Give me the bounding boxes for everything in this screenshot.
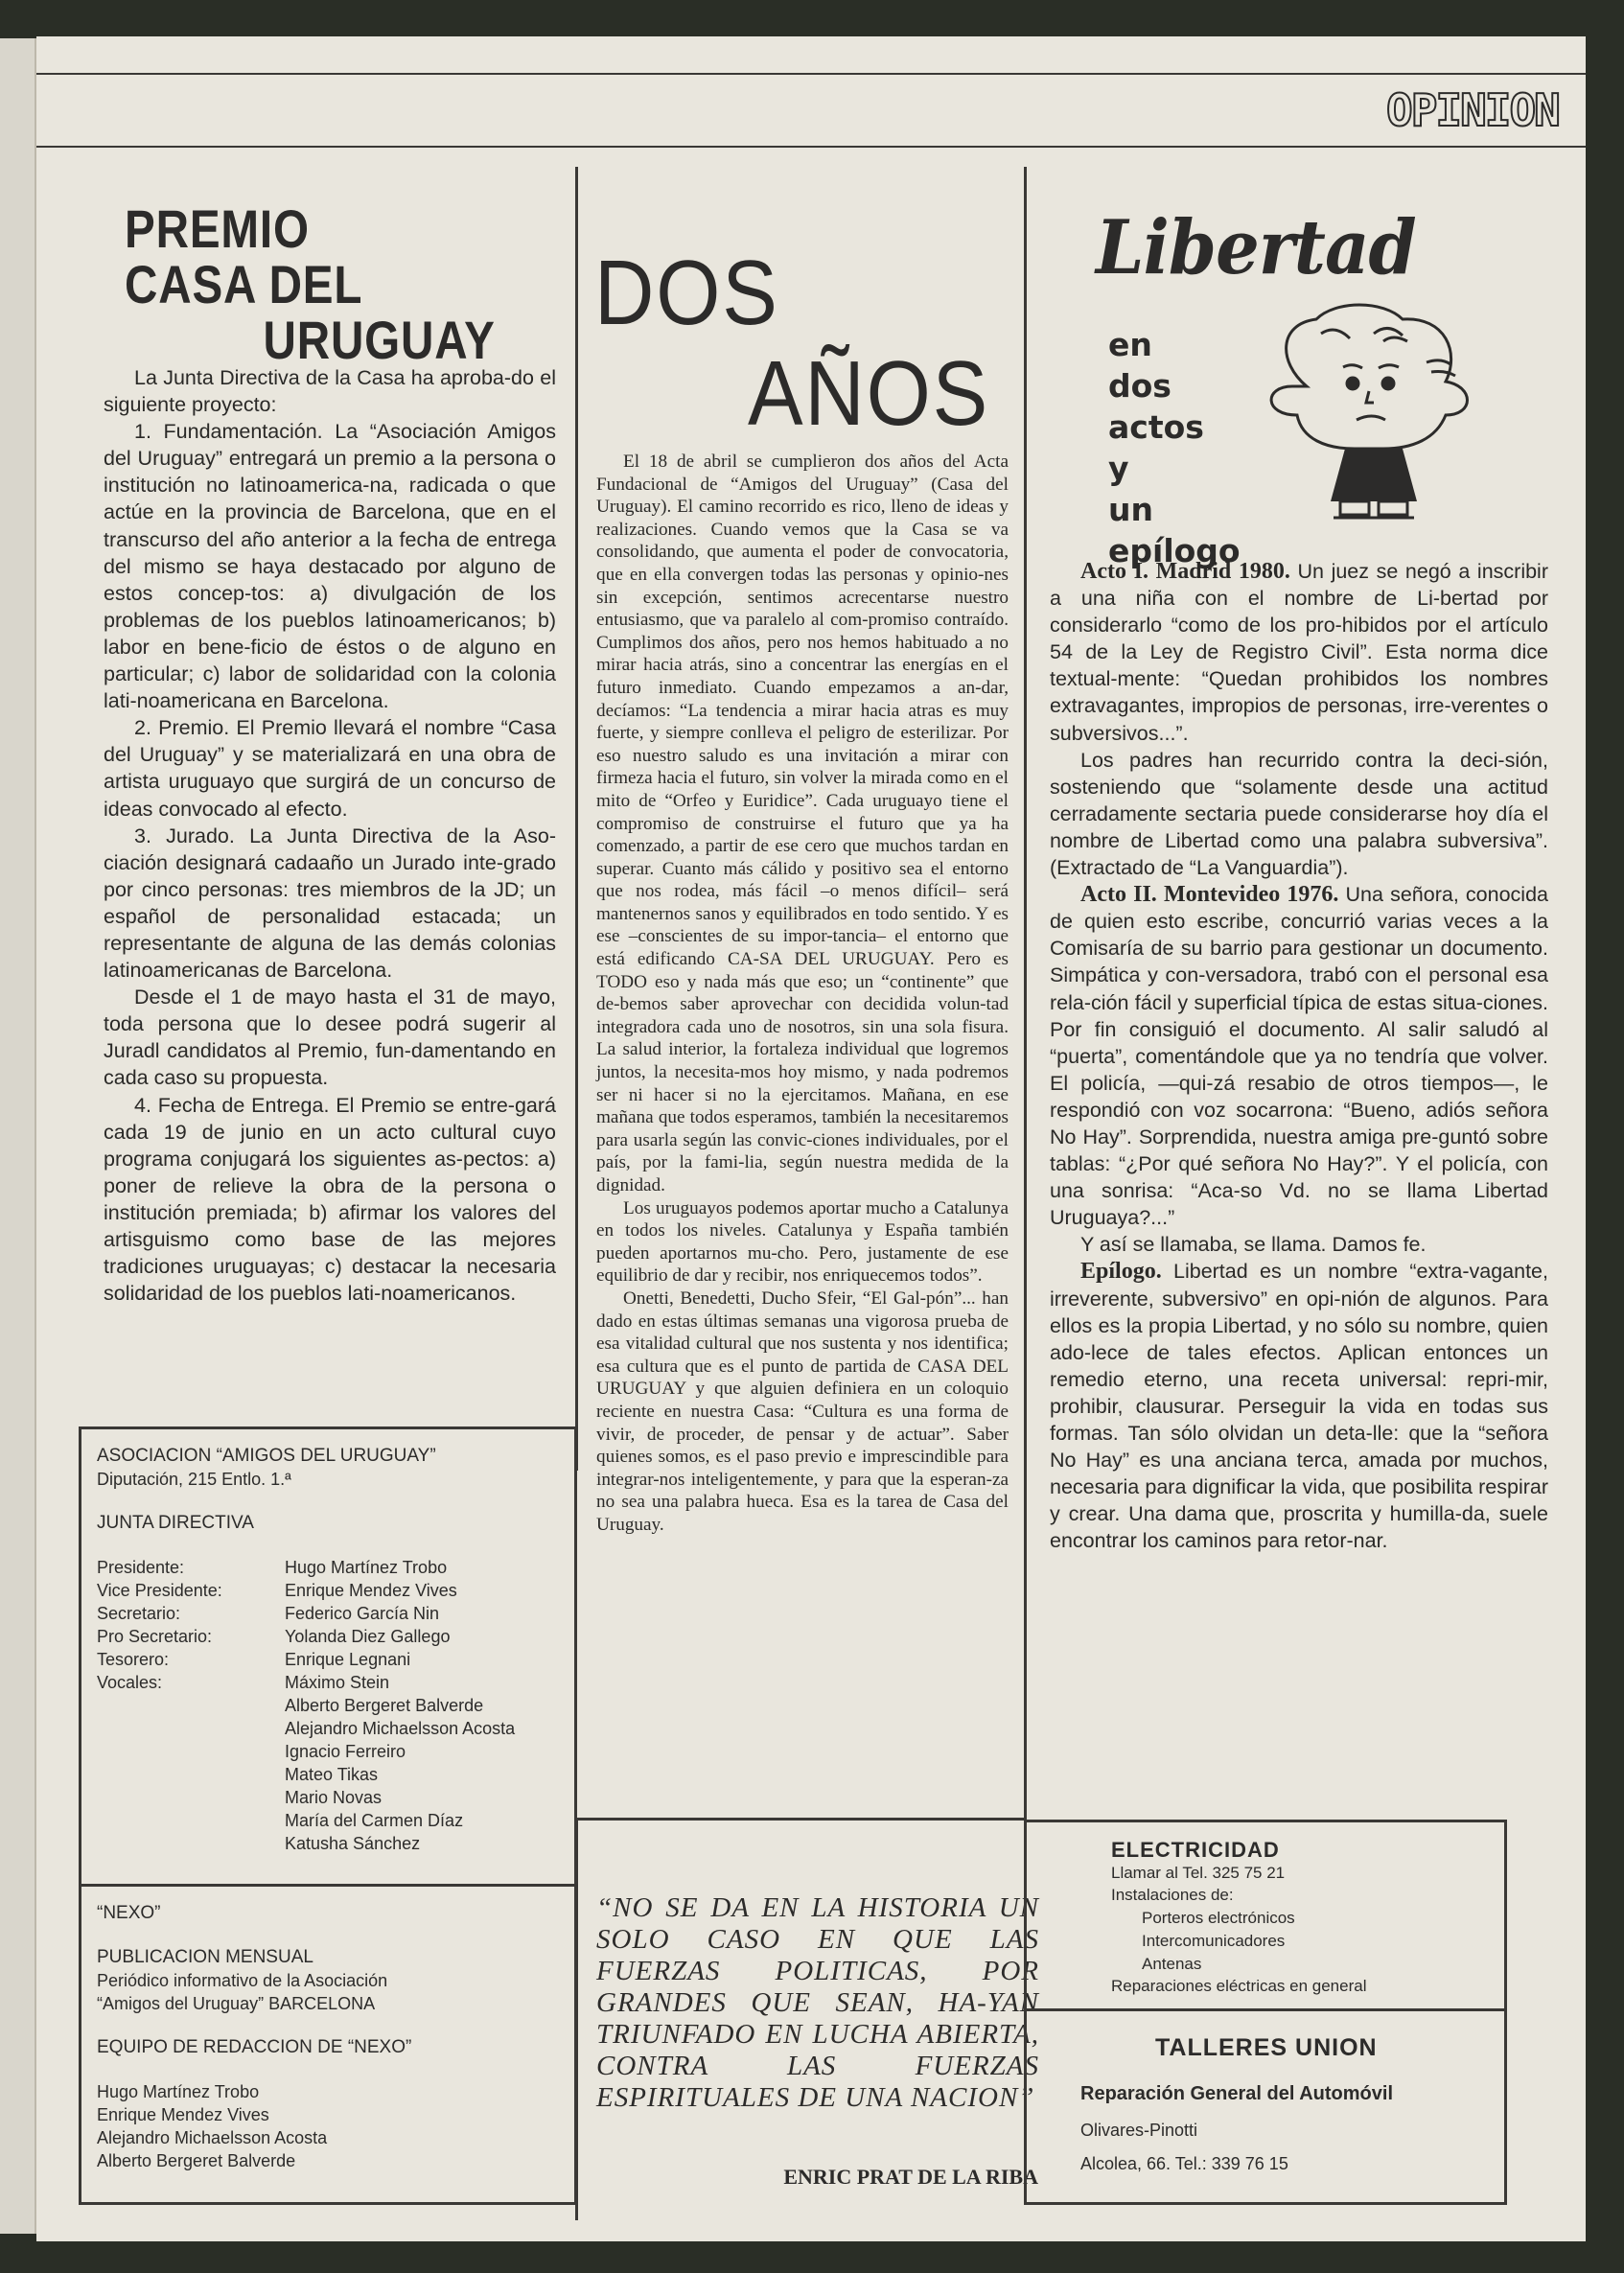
board-row [97,1648,559,1671]
team-member: Alejandro Michaelsson Acosta [97,2128,328,2147]
nexo-title: “NEXO” [97,1903,161,1923]
board-member: Ignacio Ferreiro [285,1742,406,1761]
board-role: Presidente: [97,1558,185,1577]
board-row [97,1763,559,1786]
subtitle-line: y [1108,450,1129,487]
board-member: Enrique Legnani [285,1650,411,1669]
libertad-title: Libertad [1096,204,1416,291]
act-text: Un juez se negó a inscribir a una niña con el nombre de Li-bertad por considerarlo “como de los pro-hibidos por el artículo 54 de la Ley de Registro Civil”. Esta norma dice textual-mente: “Quedan prohibidos los nombres extravagantes, impropios de personas, irre-verentes o subversivos...”. [1050,560,1548,745]
electricidad-ad [1024,1820,1507,2011]
board-member: Alejandro Michaelsson Acosta [285,1719,516,1738]
subtitle-line: dos [1108,367,1172,405]
paragraph [1050,747,1548,881]
act-lead: Epílogo. [1080,1259,1162,1285]
ad-item: Porteros electrónicos [1142,1909,1295,1927]
paragraph: 1. Fundamentación. La “Asociación Amigos del Uruguay” entregará un premio a la persona o institución no latinoamerica-na, radicada o que actúe en la provincia de Barcelona, que en el transcurso del año anterior a la fecha de entrega del mismo se haya destacado por alguno de estos concep-tos: a) divulgación de los problemas de los pueblos latinoamericanos; b) labor en bene-ficio de éstos o de alguno en particular; c) labor de solidaridad con la colonia lati-noamericana en Barcelona. [104,420,556,713]
ad-item: Intercomunicadores [1142,1932,1286,1950]
act-text: Una señora, conocida de quien esto escribe, concurrió varias veces a la Comisaría de su barrio para gestionar un documento. Simpática y con-versadora, trabó con el personal esa rela-ción fácil y superficial típica de estas situa-ciones. Por fin consiguió el documento. Al salir saludó al “puerta”, comentándole que ya no tendría que volver. El policía, —qui-zá resabio de otros tiempos—, le respondió con voz socarrona: “Bueno, adiós señora No Hay”. Sorprendida, nuestra amiga pre-guntó sobre tablas: “¿Por qué señora No Hay?”. Y el policía, con una sonrisa: “Aca-so Vd. no se llama Libertad Uruguaya?...” [1050,883,1548,1230]
dos-anos-article [596,451,1009,1537]
nexo-box [79,1884,577,2205]
team-list [97,2080,559,2172]
board-role [97,1809,285,1832]
prat-quote: “NO SE DA EN LA HISTORIA UN SOLO CASO EN QUE LAS FUERZAS POLITICAS, POR GRANDES QUE SEAN, HA-YAN TRIUNFADO EN LUCHA ABIERTA, CONTRA LAS FUERZAS ESPIRITUALES DE UNA NACION” [596,1892,1039,2113]
paragraph [1050,881,1548,1231]
act-lead: Acto I. Madrid 1980. [1080,559,1290,584]
publication-heading: PUBLICACION MENSUAL [97,1947,313,1967]
talleres-union-ad [1024,2008,1507,2205]
board-role [97,1740,285,1763]
paragraph: 2. Premio. El Premio llevará el nombre “Casa del Uruguay” y se materializará en una obra de artista uruguayo que surgirá de un concurso de ideas convocado al efecto. [104,716,556,821]
team-heading: EQUIPO DE REDACCION DE “NEXO” [97,2037,412,2057]
column-divider-left [575,167,578,1471]
association-box [79,1426,577,1887]
libertad-subtitle [1108,324,1241,571]
ad-install-heading: Instalaciones de: [1111,1886,1234,1904]
act-text: Libertad es un nombre “extra-vagante, irreverente, subversivo” en opi-nión de algunos. Para ellos es la propia Libertad, y no sólo su nombre, quien ado-lece de tales efectos. Aplican entonces un remedio eterno, una receta universal: repri-mir, prohibir, clausurar. Perseguir la vida en todas sus formas. Tan sólo olvidan un deta-lle: que la “señora No Hay” es una anciana terca, amada por muchos, necesaria para dignificar la vida, que posibilita respirar y crear. Una dama que, proscrita y humilla-da, suele encontrar los caminos para retor-nar. [1050,1260,1548,1553]
board-row [97,1602,559,1625]
board-row [97,1556,559,1579]
board-row [97,1694,559,1717]
paragraph: Onetti, Benedetti, Ducho Sfeir, “El Gal-pón”... han dado en estas últimas semanas una vigorosa prueba de esa vitalidad cultural que nos sustenta y nos identifica; esa cultura que es el punto de partida de CASA DEL URUGUAY y que alguien definiera en un coloquio reciente en nuestra Casa: “Cultura es una forma de vivir, de proceder, de pensar y de actuar”. Saber quienes somos, es el paso previo e imprescindible para integrar-nos inteligentemente, y para que la esperan-za no sea una palabra hueca. Esa es la tarea de Casa del Uruguay. [596,1287,1009,1535]
header-rule-top [36,73,1586,75]
col2-bottom-rule [575,1818,1026,1821]
ad-title: ELECTRICIDAD [1111,1838,1280,1862]
board-member: Yolanda Diez Gallego [285,1627,451,1646]
act-text: Y así se llamaba, se llama. Damos fe. [1080,1233,1427,1257]
paragraph: El 18 de abril se cumplieron dos años del Acta Fundacional de “Amigos del Uruguay” (Casa del Uruguay). El camino recorrido es rico, lleno de ideas y realizaciones. Cuando vemos que la Casa se va consolidando, que aumenta el poder de convocatoria, que en ella convergen todas las personas y opinio-nes sin excepción, sentimos acrecentarse nuestro entusiasmo, que va paralelo al com-promiso contraído. Cumplimos dos años, pero nos hemos habituado a no mirar hacia atrás, sino a concentrar las energías en el futuro inmediato. Cuando empezamos a an-dar, decíamos: “La tendencia a mirar hacia atras es muy fuerte, y siempre conlleva el peligro de esterilizar. Por eso nuestro saludo es una invitación a mirar con firmeza hacia el futuro, sin volver la mirada como en el mito de “Orfeo y Euridice”. Cada uruguayo tiene el compromiso de construirse el futuro que ya ha comenzado, a partir de ese cero que muchos tardan en superar. Cuanto más cálido y positivo sea el entorno que nos rodea, más fácil –o menos difícil– será mantenernos sanos y equilibrados en todo sentido. Y es ese –conscientes de su impor-tancia– el entorno que está edificando CA-SA DEL URUGUAY. Pero es TODO eso y nada más que eso; un “continente” que de-bemos saber aprovechar con decidida volun-tad integradora cada uno de nosotros, sin una sola fisura. La salud interior, la fortaleza individual que logremos juntos, la necesita-mos hoy mismo, y nada podremos ser ni hacer si no la ejercitamos. Mañana, en ese mañana que todos esperamos, también la necesitaremos para usarla según las convic-ciones individuales, por el país, por la fami-lia, según nuestra medida de la dignidad. [596,452,1009,1195]
board-role [97,1763,285,1786]
newspaper-page [36,36,1586,2241]
anos-title: AÑOS [748,342,990,445]
subtitle-line: actos [1108,408,1204,446]
header-rule-bottom [36,146,1586,148]
board-role: Vocales: [97,1673,163,1692]
board-role: Tesorero: [97,1650,170,1669]
ad-item: Antenas [1142,1955,1202,1973]
board-member: Federico García Nin [285,1604,440,1623]
association-name: ASOCIACION “AMIGOS DEL URUGUAY” [97,1446,436,1466]
publication-line: Periódico informativo de la Asociación [97,1971,388,1990]
team-member: Hugo Martínez Trobo [97,2082,260,2101]
publication-line: “Amigos del Uruguay” BARCELONA [97,1994,376,2013]
subtitle-line: en [1108,326,1152,363]
board-member: Katusha Sánchez [285,1834,421,1853]
board-role [97,1832,285,1855]
subtitle-line: un [1108,491,1153,528]
premio-article [104,364,556,1307]
board-role: Pro Secretario: [97,1627,213,1646]
quote-author: ENRIC PRAT DE LA RIBA [783,2165,1038,2189]
column-divider-right [1024,167,1027,1854]
paragraph: 3. Jurado. La Junta Directiva de la Aso-ciación designará cadaaño un Jurado inte-grado por cinco personas: tres miembros de la JD; un español de personalidad estacada; un representante de alguna de las demás colonias latinoamericanas de Barcelona. [104,823,556,983]
board-role [97,1786,285,1809]
board-member: María del Carmen Díaz [285,1811,464,1830]
section-label: OPINION [1386,84,1559,136]
board-row [97,1809,559,1832]
paragraph: Los uruguayos podemos aportar mucho a Catalunya en todos los niveles. Catalunya y España también pueden aportarnos mu-cho. Pero, justamente de ese equilibrio de dar y recibir, nos enriquecemos todos”. [596,1197,1009,1287]
board-row [97,1717,559,1740]
board-member: Mario Novas [285,1788,383,1807]
ad-address: Alcolea, 66. Tel.: 339 76 15 [1080,2154,1288,2173]
board-row [97,1740,559,1763]
board-heading: JUNTA DIRECTIVA [97,1513,254,1533]
ad-title: TALLERES UNION [1155,2034,1378,2061]
libertad-article [1050,558,1548,1554]
paragraph: 4. Fecha de Entrega. El Premio se entre-gará cada 19 de junio en un acto cultural cuyo programa conjugará los siguientes as-pectos: a) poner de relieve la obra de la persona o institución premiada; b) afirmar los valores del artisguismo como base de las mejores tradiciones uruguayas; c) destacar la necesaria solidaridad de los pueblos lati-noamericanos. [104,1093,556,1306]
act-text: Los padres han recurrido contra la deci-sión, sosteniendo que “solamente desde una actitud cerradamente sectaria puede considerarse hoy día el nombre de Libertad como una palabra subversiva”. (Extractado de “La Vanguardia”). [1050,748,1548,880]
association-address: Diputación, 215 Entlo. 1.ª [97,1470,291,1489]
board-row [97,1579,559,1602]
title-line: CASA DEL [125,254,363,314]
team-member: Enrique Mendez Vives [97,2105,269,2124]
premio-title [125,198,508,370]
board-row [97,1625,559,1648]
paragraph: Desde el 1 de mayo hasta el 31 de mayo, toda persona que lo desee podrá sugerir al Juradl candidatos al Premio, fun-damentando en cada caso su propuesta. [104,986,556,1090]
ad-phone: Llamar al Tel. 325 75 21 [1111,1864,1286,1882]
dos-title: DOS [594,242,779,344]
paragraph [1050,1231,1548,1258]
ad-service: Reparación General del Automóvil [1080,2083,1394,2104]
mafalda-cartoon-illustration [1240,295,1498,535]
paragraph: La Junta Directiva de la Casa ha aproba-do el siguiente proyecto: [104,366,556,417]
subtitle-line: epílogo [1108,532,1241,569]
paragraph [1050,558,1548,747]
board-list [97,1556,559,1855]
title-line: PREMIO [125,198,310,259]
title-line: URUGUAY [263,310,496,370]
board-member: Hugo Martínez Trobo [285,1558,448,1577]
board-member: Máximo Stein [285,1673,390,1692]
act-lead: Acto II. Montevideo 1976. [1080,882,1339,908]
previous-page-edge [0,38,36,2234]
team-member: Alberto Bergeret Balverde [97,2151,296,2170]
board-member: Alberto Bergeret Balverde [285,1696,484,1715]
board-row [97,1832,559,1855]
board-role [97,1694,285,1717]
board-member: Mateo Tikas [285,1765,379,1784]
board-row [97,1671,559,1694]
board-row [97,1786,559,1809]
board-role: Secretario: [97,1604,181,1623]
paragraph [1050,1258,1548,1554]
board-role [97,1717,285,1740]
board-role: Vice Presidente: [97,1581,222,1600]
ad-owners: Olivares-Pinotti [1080,2121,1198,2140]
ad-footer: Reparaciones eléctricas en general [1111,1977,1367,1995]
board-member: Enrique Mendez Vives [285,1581,457,1600]
